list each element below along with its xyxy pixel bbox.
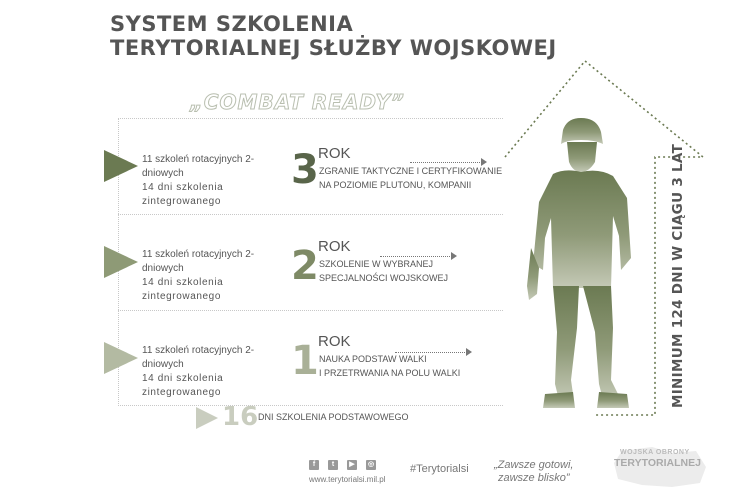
title-line-1: SYSTEM SZKOLENIA [110,12,354,36]
description-line-1: NAUKA PODSTAW WALKI [319,354,427,364]
motto-line-2: zawsze blisko” [497,472,570,484]
facebook-icon[interactable]: f [309,460,319,470]
hashtag: #Terytorialsi [410,463,469,475]
year-2-number: 2 [291,243,319,289]
description-line-1: ZGRANIE TAKTYCZNE I CERTYFIKOWANIE [319,166,503,176]
trainings-line-2: 14 dni szkolenia zintegrowanego [142,182,224,207]
minimum-days-label: MINIMUM 124 DNI W CIĄGU 3 LAT [670,143,686,408]
combat-ready-label: „COMBAT READY” [190,90,405,114]
year-3-description [319,164,502,192]
soldier-silhouette-icon [515,118,645,413]
description-line-2: NA POZIOMIE PLUTONU, KOMPANII [319,180,472,190]
motto [494,459,573,485]
description-line-2: I PRZETRWANIA NA POLU WALKI [319,368,461,378]
dotted-arrow-line [395,352,467,353]
twitter-icon[interactable]: t [328,460,338,470]
year-3-trainings [142,153,282,209]
dotted-arrow-line [410,162,482,163]
year-1-trainings [142,344,282,400]
basic-training-number: 16 [222,402,259,432]
triangle-marker-icon [104,150,138,182]
logo-line-1: WOJSKA OBRONY [620,449,690,456]
year-2-rok: ROK [318,238,351,255]
logo-line-2: TERYTORIALNEJ [614,457,701,469]
trainings-line-1: 11 szkoleń rotacyjnych 2-dniowych [142,249,255,274]
trainings-line-2: 14 dni szkolenia zintegrowanego [142,277,224,302]
dotted-arrow-line [380,256,452,257]
triangle-marker-icon [104,342,138,374]
year-2-description [319,257,448,285]
year-3-number: 3 [291,147,319,193]
trainings-line-1: 11 szkoleń rotacyjnych 2-dniowych [142,154,255,179]
description-line-1: SZKOLENIE W WYBRANEJ [319,259,434,269]
youtube-icon[interactable]: ▶ [347,460,357,470]
year-1-number: 1 [291,338,319,384]
trainings-line-2: 14 dni szkolenia zintegrowanego [142,373,224,398]
year-1-description [319,352,460,380]
instagram-icon[interactable]: ◎ [367,461,375,468]
arrowhead-icon [466,348,472,356]
basic-training-label: DNI SZKOLENIA PODSTAWOWEGO [258,412,409,422]
year-2-trainings [142,248,282,304]
social-icons [309,460,376,470]
website-url[interactable]: www.terytorialsi.mil.pl [309,475,386,484]
arrowhead-icon [481,158,487,166]
motto-line-1: „Zawsze gotowi, [494,459,574,471]
year-3-rok: ROK [318,145,351,162]
arrowhead-icon [451,252,457,260]
wot-logo [612,447,710,487]
trainings-line-1: 11 szkoleń rotacyjnych 2-dniowych [142,345,255,370]
triangle-marker-icon [104,246,138,278]
year-1-rok: ROK [318,333,351,350]
triangle-marker-icon [196,407,218,429]
description-line-2: SPECJALNOŚCI WOJSKOWEJ [319,273,449,283]
title-line-2: TERYTORIALNEJ SŁUŻBY WOJSKOWEJ [110,36,557,60]
